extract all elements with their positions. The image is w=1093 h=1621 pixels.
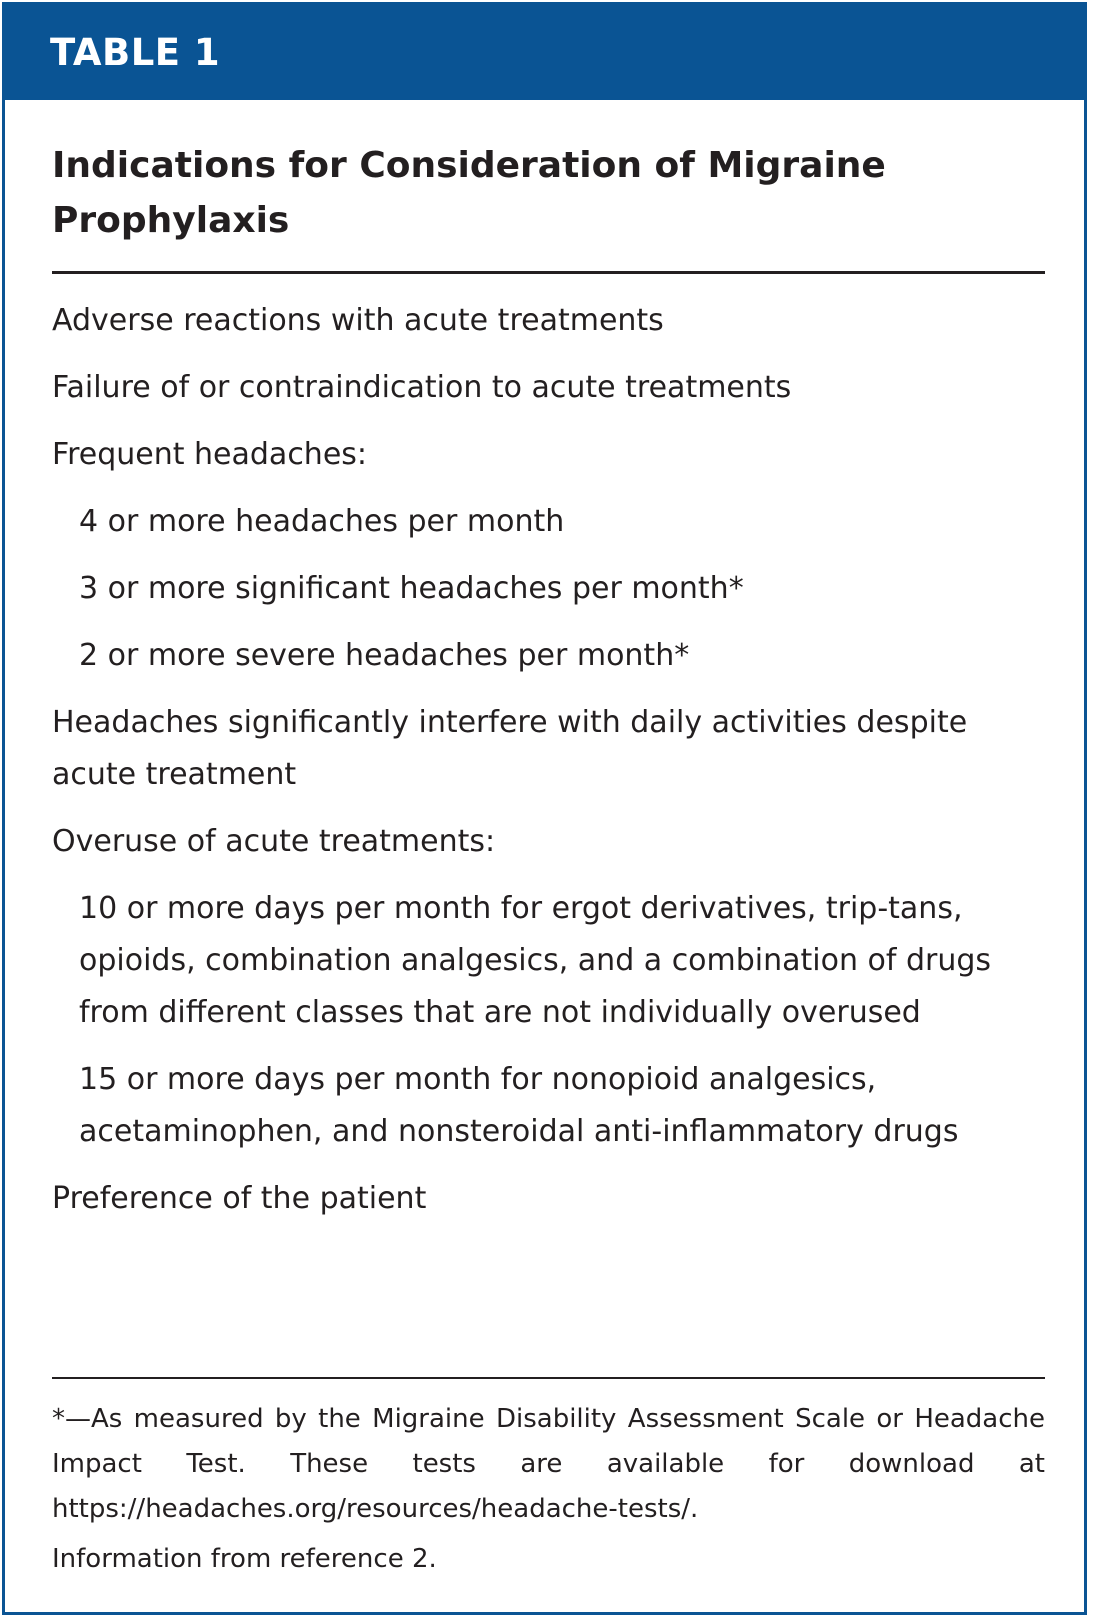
list-item: Preference of the patient: [52, 1181, 427, 1216]
table-title: Indications for Consideration of Migraine Prophylaxis: [52, 145, 886, 241]
table-frame: [2, 2, 1087, 1615]
footnote-divider: [52, 1377, 1045, 1379]
table-label: TABLE 1: [50, 31, 221, 74]
list-item: Adverse reactions with acute treatments: [52, 303, 664, 338]
list-subitem: 15 or more days per month for nonopioid analgesics, acetaminophen, and nonsteroidal anti-inflammatory drugs: [79, 1062, 959, 1149]
list-subitem: 4 or more headaches per month: [79, 504, 565, 539]
source-note: Information from reference 2.: [52, 1544, 437, 1574]
title-divider: [52, 271, 1045, 274]
list-item: Headaches significantly interfere with daily activities despite acute treatment: [52, 705, 968, 792]
list-item: Frequent headaches:: [52, 437, 368, 472]
list-subitem: 2 or more severe headaches per month*: [79, 638, 690, 673]
table-header-bar: [5, 5, 1084, 100]
list-subitem: 10 or more days per month for ergot derivatives, trip-tans, opioids, combination analgesics, and a combination of drugs from different classes that are not individually overused: [79, 891, 992, 1030]
list-item: Overuse of acute treatments:: [52, 824, 496, 859]
footnote: *—As measured by the Migraine Disability Assessment Scale or Headache Impact Test. These tests are available for download at https://headaches.org/resources/headache-tests/.: [52, 1404, 1045, 1524]
list-item: Failure of or contraindication to acute treatments: [52, 370, 792, 405]
list-subitem: 3 or more significant headaches per month*: [79, 571, 744, 606]
indications-list: [52, 295, 1042, 1240]
